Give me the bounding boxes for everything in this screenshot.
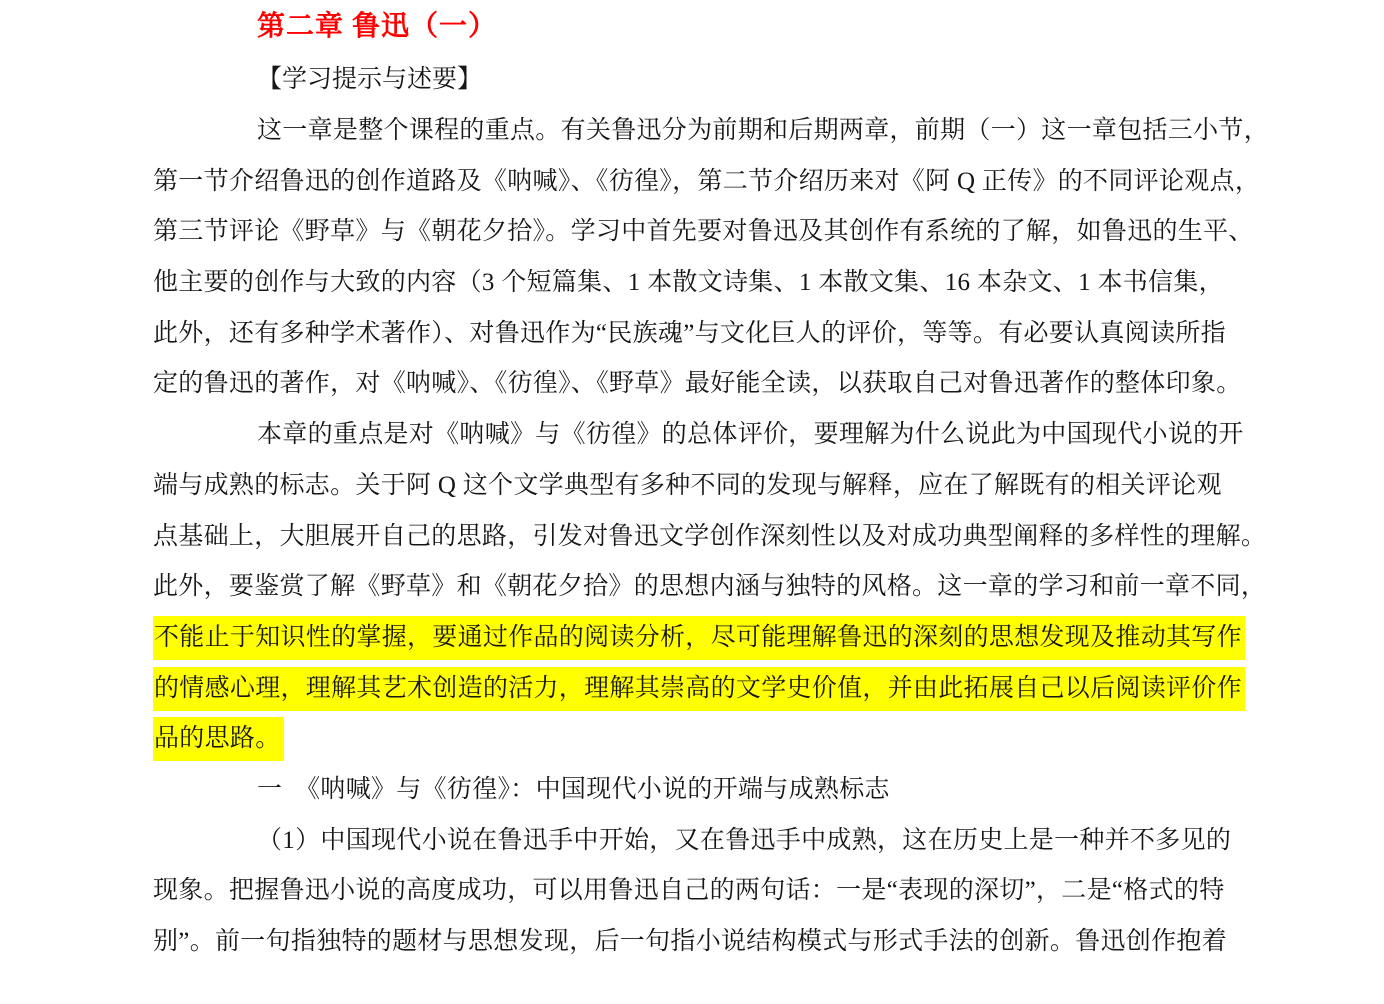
highlighted-text: 品的思路。 bbox=[153, 717, 284, 761]
study-notes-heading: 【学习提示与述要】 bbox=[257, 66, 483, 93]
text-line: 别”。前一句指独特的题材与思想发现，后一句指小说结构模式与形式手法的创新。鲁迅创作抱着 bbox=[153, 928, 1227, 955]
document-body bbox=[153, 106, 1277, 968]
text-line: 此外，要鉴赏了解《野草》和《朝花夕拾》的思想内涵与独特的风格。这一章的学习和前一章不同， bbox=[153, 573, 1267, 601]
text-line bbox=[153, 714, 1277, 765]
text-line: 现象。把握鲁迅小说的高度成功，可以用鲁迅自己的两句话：一是“表现的深切”，二是“格式的特 bbox=[153, 877, 1225, 905]
text-line: 此外，还有多种学术著作）、对鲁迅作为“民族魂”与文化巨人的评价，等等。有必要认真阅读所指 bbox=[153, 319, 1226, 347]
text-line bbox=[153, 664, 1277, 715]
text-line: 点基础上，大胆展开自己的思路，引发对鲁迅文学创作深刻性以及对成功典型阐释的多样性的理解。 bbox=[153, 522, 1267, 550]
document-page bbox=[153, 6, 1277, 968]
highlighted-text: 不能止于知识性的掌握，要通过作品的阅读分析，尽可能理解鲁迅的深刻的思想发现及推动其写作 bbox=[153, 616, 1245, 660]
text-line: 第一节介绍鲁迅的创作道路及《呐喊》、《彷徨》，第二节介绍历来对《阿 Q 正传》的不同评论观点， bbox=[153, 167, 1261, 195]
text-line: 第三节评论《野草》与《朝花夕拾》。学习中首先要对鲁迅及其创作有系统的了解，如鲁迅的生平、 bbox=[153, 218, 1254, 246]
text-line: 本章的重点是对《呐喊》与《彷徨》的总体评价，要理解为什么说此为中国现代小说的开 bbox=[257, 421, 1244, 449]
highlighted-text: 的情感心理，理解其艺术创造的活力，理解其崇高的文学史价值，并由此拓展自己以后阅读评价作 bbox=[153, 667, 1245, 711]
text-line: 他主要的创作与大致的内容（3 个短篇集、1 本散文诗集、1 本散文集、16 本杂文、1 本书信集， bbox=[153, 269, 1224, 297]
text-line: （1）中国现代小说在鲁迅手中开始，又在鲁迅手中成熟，这在历史上是一种并不多见的 bbox=[257, 826, 1232, 854]
text-line: 端与成熟的标志。关于阿 Q 这个文学典型有多种不同的发现与解释，应在了解既有的相关评论观 bbox=[153, 471, 1222, 499]
text-line: 这一章是整个课程的重点。有关鲁迅分为前期和后期两章，前期（一）这一章包括三小节， bbox=[257, 117, 1270, 144]
chapter-title: 第二章 鲁迅（一） bbox=[257, 11, 498, 42]
text-line: 一 《呐喊》与《彷徨》：中国现代小说的开端与成熟标志 bbox=[257, 775, 890, 803]
text-line: 定的鲁迅的著作，对《呐喊》、《彷徨》、《野草》最好能全读，以获取自己对鲁迅著作的整体印象。 bbox=[153, 370, 1242, 398]
text-line bbox=[153, 613, 1277, 664]
